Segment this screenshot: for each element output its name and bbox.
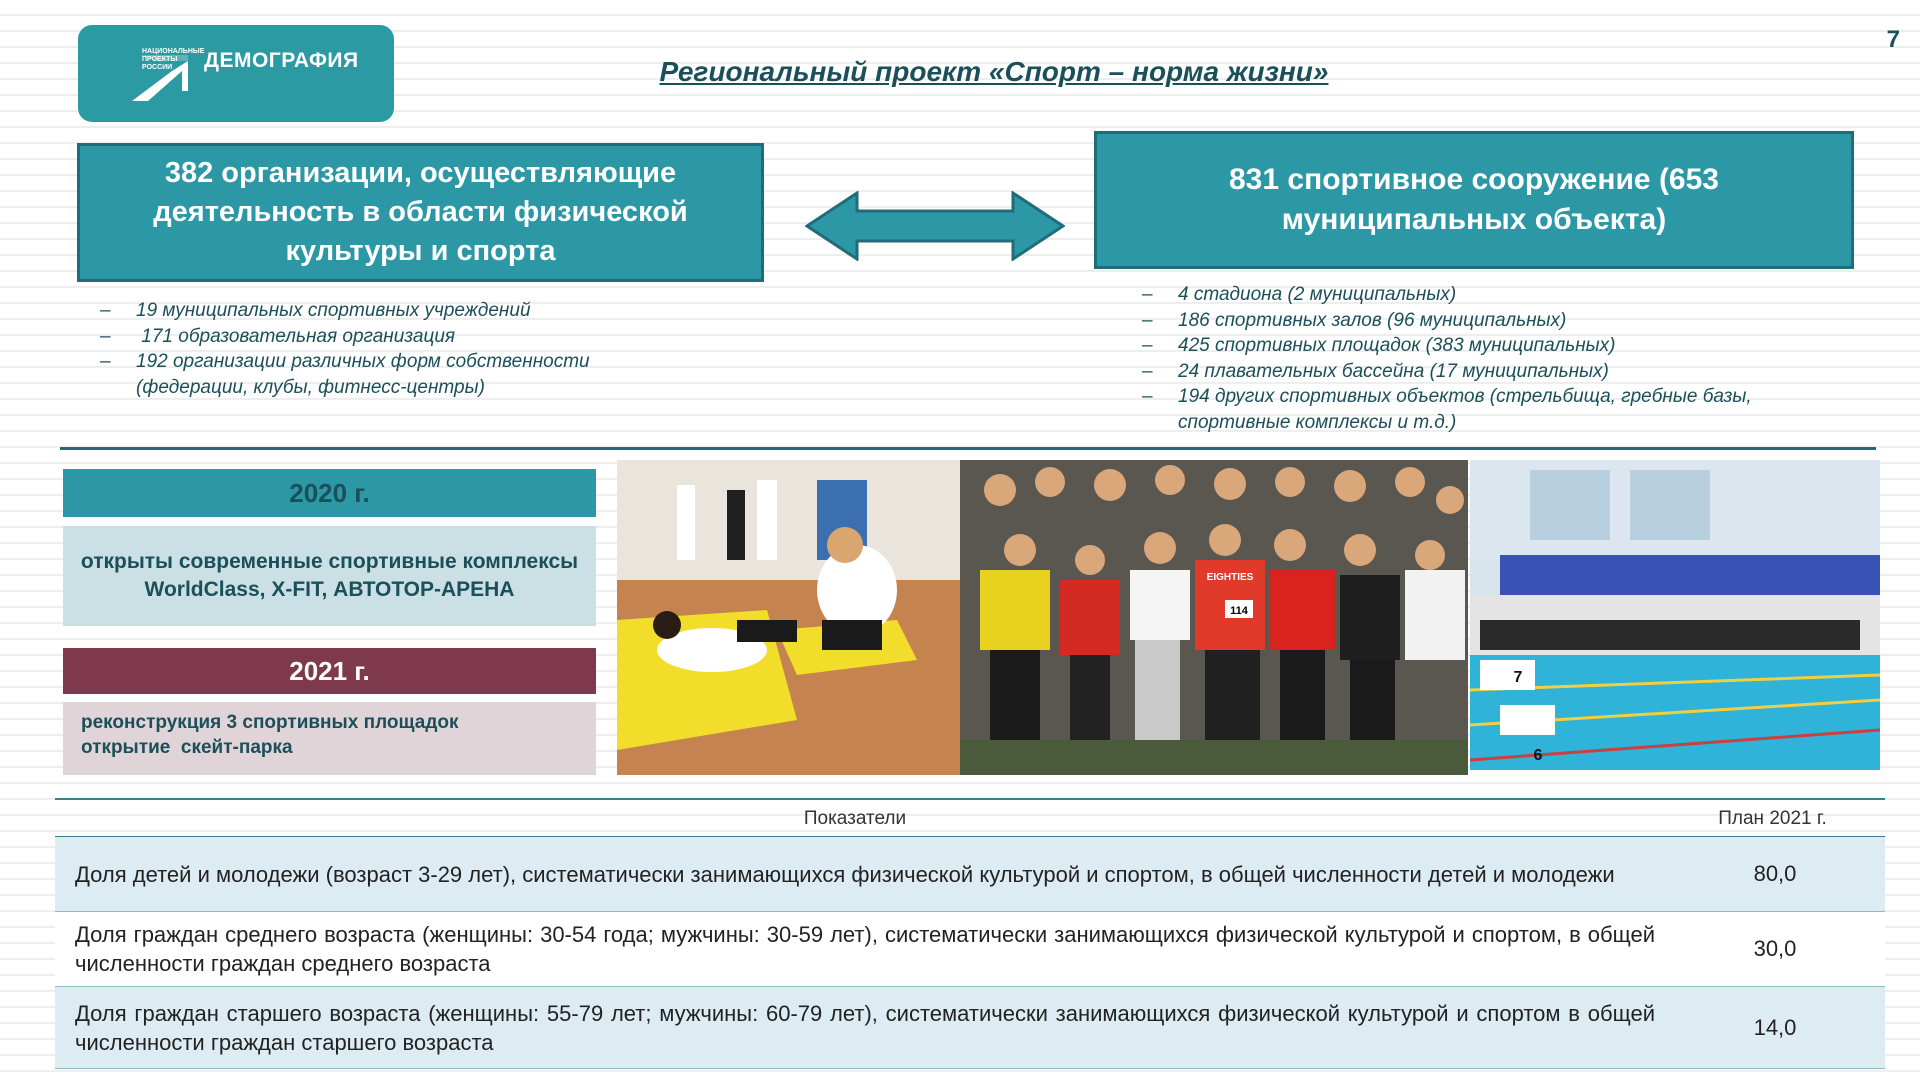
table-header-indicator: Показатели xyxy=(803,808,907,829)
section-divider xyxy=(60,447,1876,450)
list-item: – 194 других спортивных объектов (стрельбища, гребные базы, спортивные комплексы и т.д.) xyxy=(1142,386,1752,433)
photo-swimming-pool xyxy=(1470,460,1880,770)
indicator-text: Доля граждан среднего возраста (женщины: 30-54 года; мужчины: 30-59 лет), систематически занимающихся физической культурой и спортом, в общей численности граждан среднего возраста xyxy=(75,922,1655,976)
facilities-headline-box xyxy=(1094,131,1854,269)
list-item: – 425 спортивных площадок (383 муниципальных) xyxy=(1142,335,1616,356)
page-number: 7 xyxy=(1886,26,1900,53)
list-item: – 171 образовательная организация xyxy=(100,325,456,347)
plan-value: 14,0 xyxy=(1753,1014,1797,1040)
table-header-plan: План 2021 г. xyxy=(1718,808,1827,829)
svg-text:7: 7 xyxy=(1513,669,1523,686)
list-item: – 186 спортивных залов (96 муниципальных) xyxy=(1142,309,1567,331)
logo-name: ДЕМОГРАФИЯ xyxy=(204,49,359,72)
svg-text:EIGHTIES: EIGHTIES xyxy=(1206,572,1254,583)
year-2021-label: 2021 г. xyxy=(63,648,596,694)
table-top-border xyxy=(55,798,1885,800)
svg-text:6: 6 xyxy=(1533,747,1543,764)
photo-running-kids xyxy=(960,460,1468,775)
photo-gym-exercise xyxy=(617,460,960,775)
year-2021-line1: реконструкция 3 спортивных площадок xyxy=(81,712,459,733)
year-2020-label: 2020 г. xyxy=(63,469,596,517)
slide-title: Региональный проект «Спорт – норма жизни» xyxy=(659,56,1329,87)
list-item: – 19 муниципальных спортивных учреждений xyxy=(100,300,531,321)
double-arrow-icon xyxy=(805,191,1065,261)
list-item: – 4 стадиона (2 муниципальных) xyxy=(1142,284,1457,305)
indicator-text: Доля детей и молодежи (возраст 3-29 лет), систематически занимающихся физической культурой и спортом, в общей численности детей и молодежи xyxy=(75,861,1615,887)
year-2021-text xyxy=(63,702,596,775)
table-row xyxy=(55,837,1885,912)
svg-text:114: 114 xyxy=(1230,605,1248,617)
facilities-headline: 831 спортивное сооружение (653 муниципальных объекта) xyxy=(1229,163,1719,236)
logo-national-projects: НАЦИОНАЛЬНЫЕ ПРОЕКТЫ РОССИИ xyxy=(142,48,205,71)
year-2021-line2: открытие скейт-парка xyxy=(81,737,293,758)
table-row xyxy=(55,987,1885,1069)
table-row xyxy=(55,912,1885,987)
list-item: – 192 организации различных форм собственности (федерации, клубы, фитнесс-центры) xyxy=(100,351,590,398)
plan-value: 30,0 xyxy=(1753,936,1797,961)
list-item: – 24 плавательных бассейна (17 муниципальных) xyxy=(1142,360,1609,382)
organizations-list xyxy=(88,298,648,400)
logo-demografiya xyxy=(78,25,394,122)
organizations-headline-box xyxy=(77,143,764,282)
organizations-headline: 382 организации, осуществляющие деятельность в области физической культуры и спорта xyxy=(153,157,688,267)
year-2020-text: открыты современные спортивные комплексы WorldClass, X-FIT, АВТОТОР-АРЕНА xyxy=(63,526,596,626)
facilities-list xyxy=(1130,282,1860,435)
plan-value: 80,0 xyxy=(1753,861,1797,886)
indicator-text: Доля граждан старшего возраста (женщины: 55-79 лет; мужчины: 60-79 лет), систематически занимающихся физической культурой и спортом в общей численности граждан старшего возраста xyxy=(75,1000,1655,1055)
